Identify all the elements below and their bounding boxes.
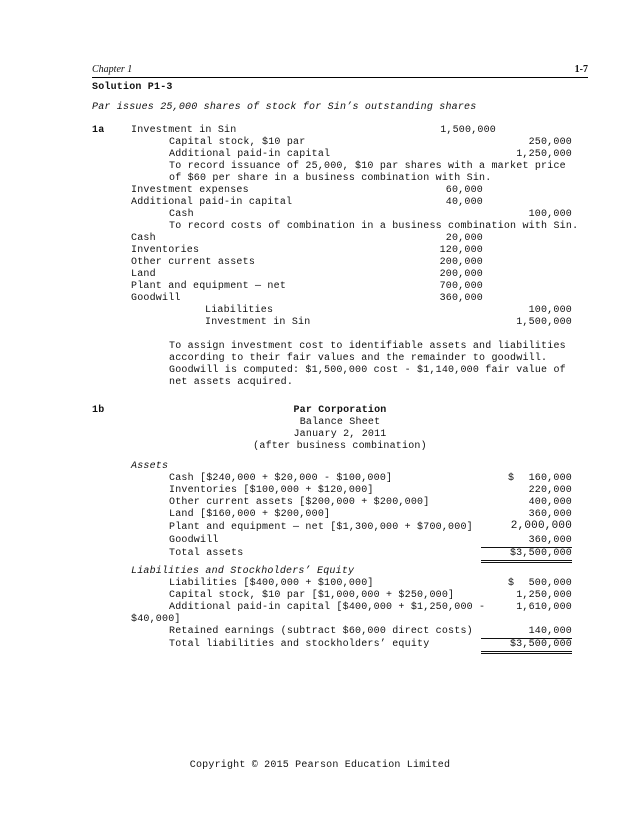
journal-account: Plant and equipment — net [131, 281, 287, 292]
journal-debit: 20,000 [445, 233, 483, 244]
chapter-label: Chapter 1 [92, 64, 133, 75]
journal-debit: 1,500,000 [440, 125, 496, 136]
journal-note-line: To assign investment cost to identifiable assets and liabilities [169, 341, 566, 352]
journal-account: Additional paid-in capital [169, 149, 331, 160]
journal-credit: 1,250,000 [516, 149, 572, 160]
bs-amount: 220,000 [528, 485, 572, 496]
journal-narration: of $60 per share in a business combination with Sin. [169, 173, 492, 184]
journal-debit: 60,000 [445, 185, 483, 196]
dollar-sign: $ [508, 473, 515, 484]
journal-account: Liabilities [205, 305, 274, 316]
journal-credit: 100,000 [528, 305, 572, 316]
bs-line-item: Capital stock, $10 par [$1,000,000 + $250,000] [169, 590, 455, 601]
journal-debit: 360,000 [439, 293, 483, 304]
journal-account: Other current assets [131, 257, 256, 268]
bs-line-item: Other current assets [$200,000 + $200,000] [169, 497, 430, 508]
journal-credit: 1,500,000 [516, 317, 572, 328]
journal-account: Additional paid-in capital [131, 197, 293, 208]
journal-debit: 120,000 [439, 245, 483, 256]
bs-total-label: Total assets [169, 548, 244, 559]
page-number: 1-7 [574, 64, 588, 75]
journal-account: Investment in Sin [131, 125, 237, 136]
bs-line-item: Retained earnings (subtract $60,000 direct costs) [169, 626, 473, 637]
bs-total-amount: $3,500,000 [481, 548, 572, 563]
bs-line-item: Plant and equipment — net [$1,300,000 + $700,000] [169, 522, 473, 533]
journal-account: Investment in Sin [205, 317, 311, 328]
part-1b-label: 1b [92, 405, 105, 416]
bs-line-item: Additional paid-in capital [$400,000 + $1,250,000 - [169, 602, 486, 613]
journal-debit: 700,000 [439, 281, 483, 292]
journal-account: Inventories [131, 245, 200, 256]
journal-debit: 200,000 [439, 269, 483, 280]
copyright-footer: Copyright © 2015 Pearson Education Limited [189, 760, 451, 771]
header-rule [92, 77, 588, 78]
journal-credit: 250,000 [528, 137, 572, 148]
bs-line-item: Cash [$240,000 + $20,000 - $100,000] [169, 473, 393, 484]
part-1a-label: 1a [92, 125, 105, 136]
bs-amount: 400,000 [528, 497, 572, 508]
solution-subtitle: Par issues 25,000 shares of stock for Sin’s outstanding shares [92, 102, 477, 113]
journal-note-line: net assets acquired. [169, 377, 294, 388]
journal-note-line: according to their fair values and the remainder to goodwill. [169, 353, 548, 364]
dollar-sign: $ [508, 578, 515, 589]
bs-amount: 2,000,000 [510, 520, 572, 532]
bs-line-item: Inventories [$100,000 + $120,000] [169, 485, 374, 496]
bs-amount: 1,610,000 [516, 602, 572, 613]
bs-line-item: Liabilities [$400,000 + $100,000] [169, 578, 374, 589]
journal-debit: 40,000 [445, 197, 483, 208]
journal-account: Land [131, 269, 156, 280]
liabilities-heading: Liabilities and Stockholders’ Equity [131, 566, 355, 577]
bs-amount: 500,000 [528, 578, 572, 589]
assets-heading: Assets [131, 461, 169, 472]
journal-account: Investment expenses [131, 185, 249, 196]
journal-narration: To record costs of combination in a business combination with Sin. [169, 221, 579, 232]
journal-note-line: Goodwill is computed: $1,500,000 cost - $1,140,000 fair value of [169, 365, 566, 376]
bs-amount: 360,000 [528, 509, 572, 520]
bs-amount: 1,250,000 [516, 590, 572, 601]
bs-amount: 360,000 [481, 535, 572, 548]
journal-account: Cash [169, 209, 194, 220]
journal-credit: 100,000 [528, 209, 572, 220]
company-name: Par Corporation [293, 405, 387, 416]
bs-line-item: Goodwill [169, 535, 219, 546]
journal-debit: 200,000 [439, 257, 483, 268]
bs-line-item: Land [$160,000 + $200,000] [169, 509, 331, 520]
statement-name: Balance Sheet [299, 417, 381, 428]
bs-line-item-continued: $40,000] [131, 614, 181, 625]
journal-account: Capital stock, $10 par [169, 137, 306, 148]
solution-title: Solution P1-3 [92, 82, 173, 93]
bs-amount: 140,000 [481, 626, 572, 639]
bs-amount: 160,000 [528, 473, 572, 484]
journal-account: Cash [131, 233, 156, 244]
bs-total-label: Total liabilities and stockholders’ equity [169, 639, 430, 650]
journal-account: Goodwill [131, 293, 181, 304]
journal-narration: To record issuance of 25,000, $10 par shares with a market price [169, 161, 566, 172]
statement-qualifier: (after business combination) [253, 441, 427, 452]
statement-date: January 2, 2011 [293, 429, 387, 440]
bs-total-amount: $3,500,000 [481, 639, 572, 654]
